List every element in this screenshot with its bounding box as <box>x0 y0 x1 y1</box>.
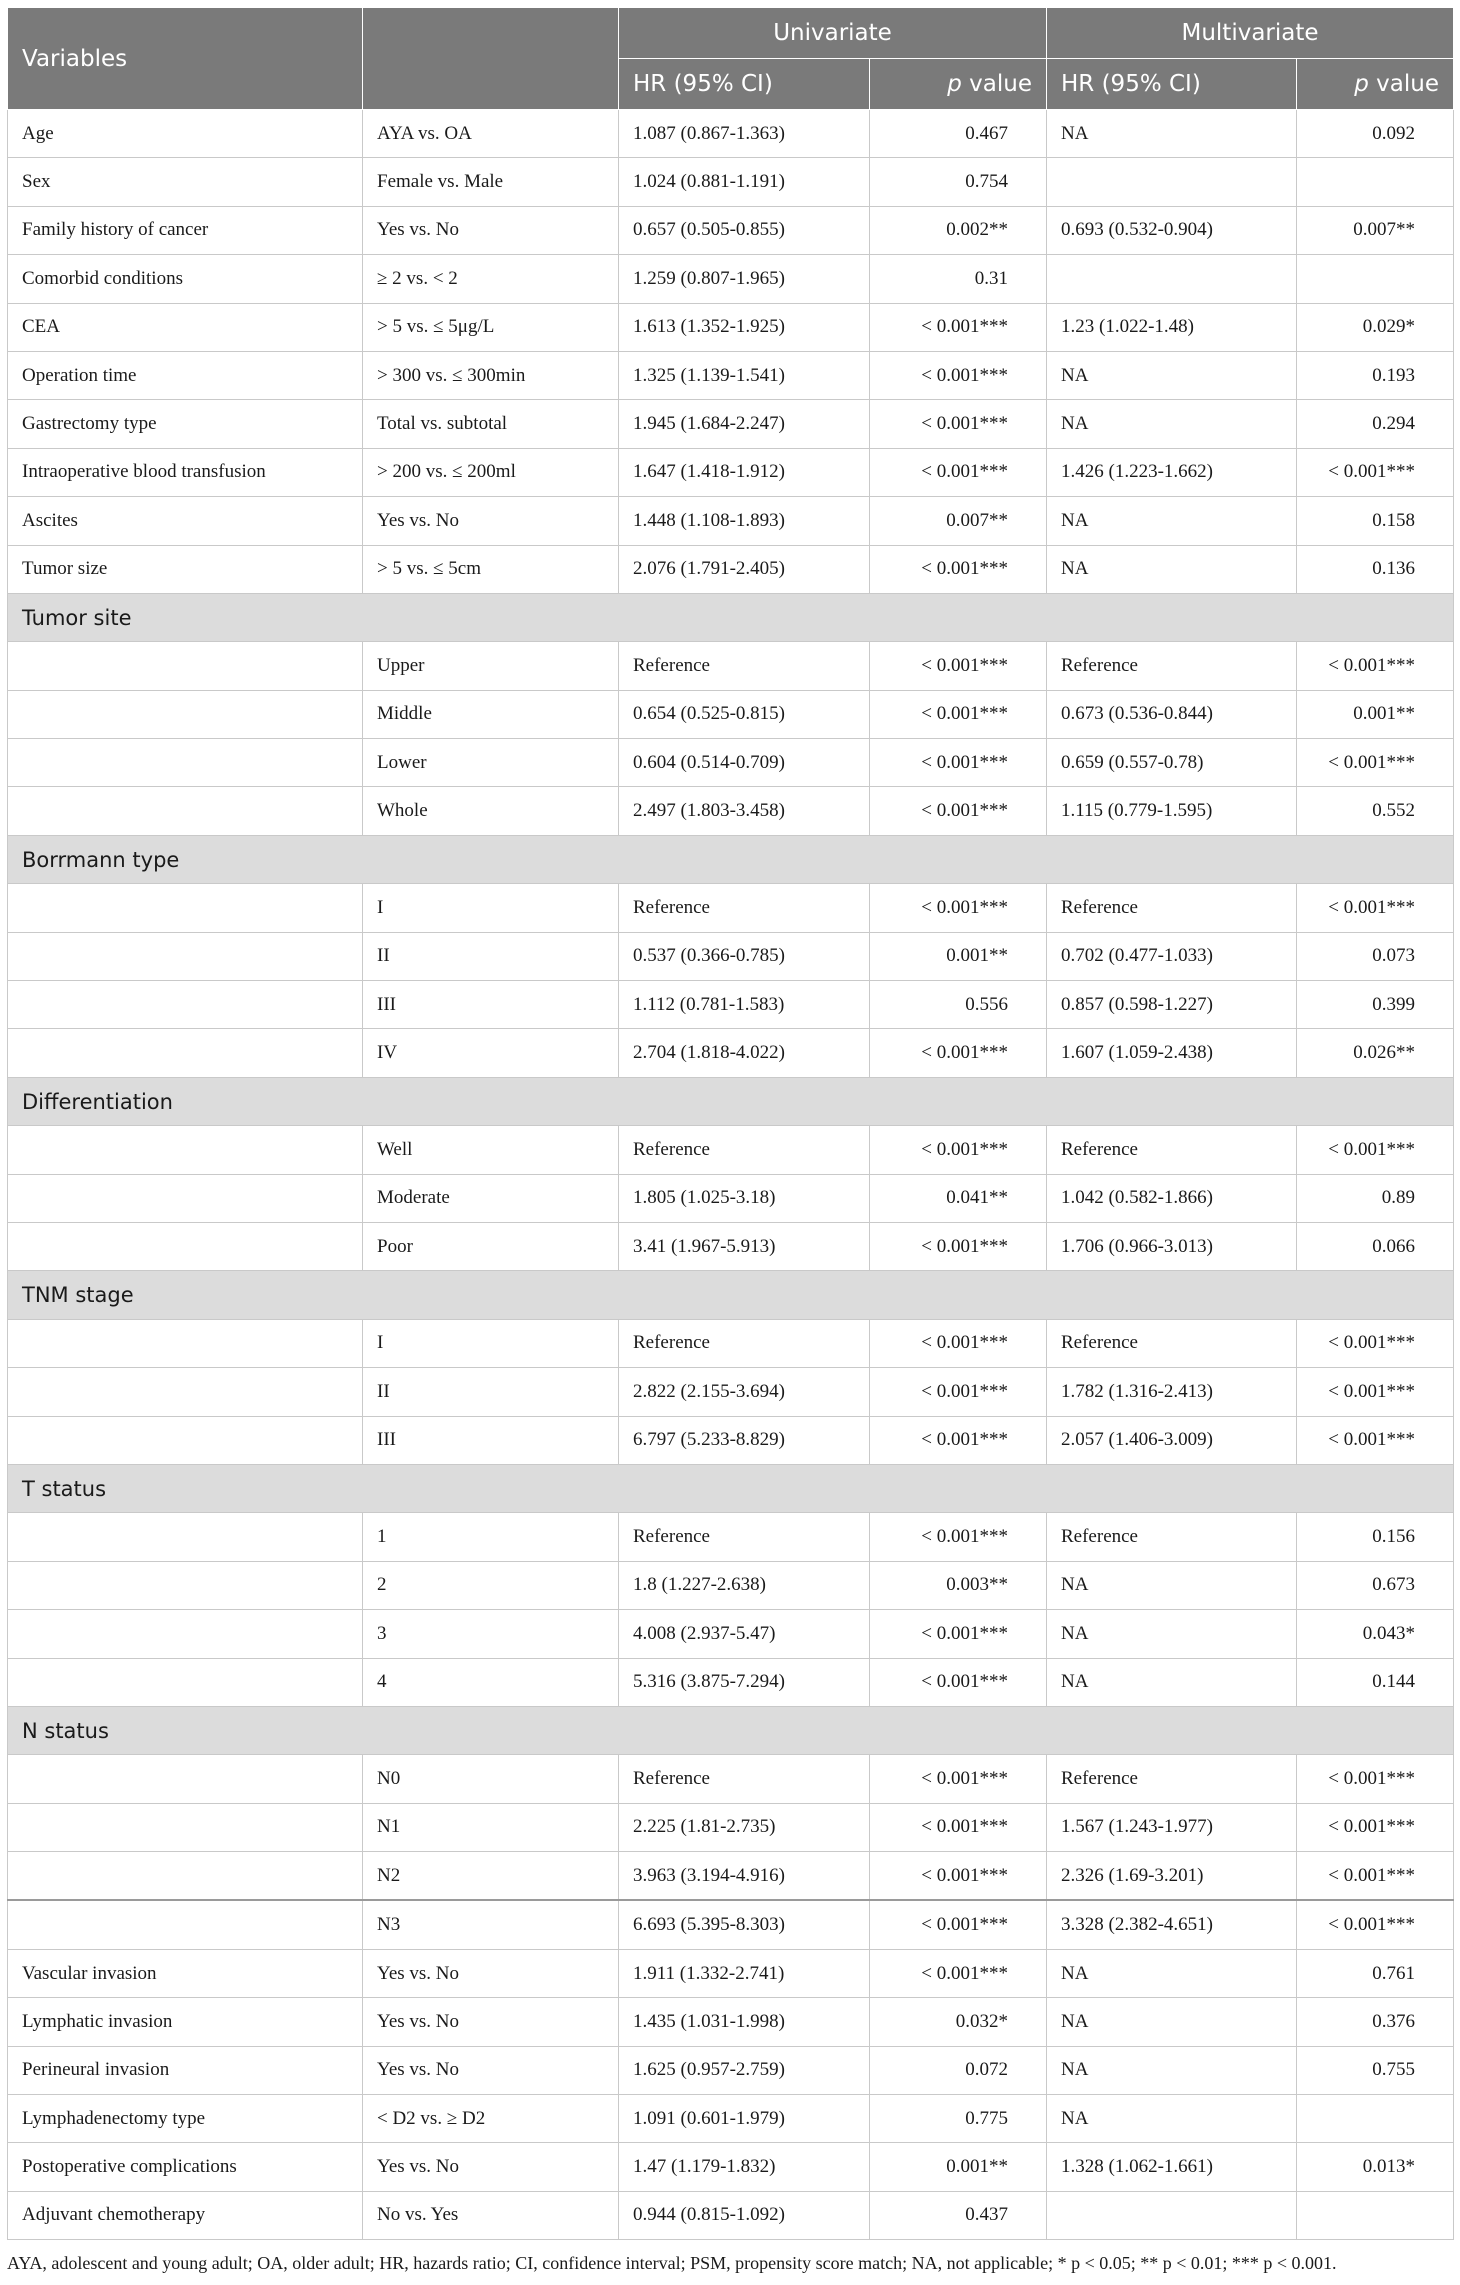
univariate-hr-cell: 0.657 (0.505-0.855) <box>619 206 870 254</box>
multivariate-hr-cell: 1.115 (0.779-1.595) <box>1047 787 1297 835</box>
univariate-hr-cell: Reference <box>619 1126 870 1174</box>
multivariate-hr-cell: 1.706 (0.966-3.013) <box>1047 1222 1297 1270</box>
univariate-p-cell: < 0.001*** <box>870 884 1047 932</box>
univariate-p-cell: < 0.001*** <box>870 690 1047 738</box>
univariate-p-cell: < 0.001*** <box>870 1319 1047 1367</box>
multivariate-hr-cell: 1.426 (1.223-1.662) <box>1047 448 1297 496</box>
multivariate-p-cell: 0.001** <box>1297 690 1454 738</box>
univariate-hr-cell: Reference <box>619 1513 870 1561</box>
univariate-hr-cell: Reference <box>619 1755 870 1803</box>
variable-cell: Operation time <box>8 351 363 399</box>
univariate-p-cell: < 0.001*** <box>870 1900 1047 1949</box>
multivariate-hr-cell: NA <box>1047 1658 1297 1706</box>
variable-cell <box>8 642 363 690</box>
section-row <box>8 1706 1454 1754</box>
comparison-cell: II <box>363 1368 619 1416</box>
multivariate-hr-cell: NA <box>1047 1561 1297 1609</box>
section-row <box>8 1271 1454 1319</box>
comparison-cell: Yes vs. No <box>363 206 619 254</box>
univariate-p-cell: < 0.001*** <box>870 1126 1047 1174</box>
section-row <box>8 593 1454 641</box>
section-label: Borrmann type <box>8 835 1454 883</box>
multivariate-hr-cell: NA <box>1047 400 1297 448</box>
comparison-cell: Middle <box>363 690 619 738</box>
table-footnote: AYA, adolescent and young adult; OA, older adult; HR, hazards ratio; CI, confidence interval; PSM, propensity score match; NA, not applicable; * p < 0.05; ** p < 0.01; *** p < 0.001. <box>7 2253 1337 2273</box>
table-row <box>8 1852 1454 1901</box>
variable-cell: CEA <box>8 303 363 351</box>
p-italic: p <box>947 71 962 97</box>
comparison-cell: Yes vs. No <box>363 2143 619 2191</box>
multivariate-p-cell: < 0.001*** <box>1297 1416 1454 1464</box>
variable-cell: Lymphatic invasion <box>8 1998 363 2046</box>
multivariate-p-cell: 0.007** <box>1297 206 1454 254</box>
univariate-hr-cell: Reference <box>619 642 870 690</box>
comparison-cell: III <box>363 1416 619 1464</box>
univariate-p-cell: < 0.001*** <box>870 642 1047 690</box>
table-row <box>8 351 1454 399</box>
comparison-cell: ≥ 2 vs. < 2 <box>363 255 619 303</box>
univariate-p-cell: 0.775 <box>870 2095 1047 2143</box>
univariate-p-cell: < 0.001*** <box>870 545 1047 593</box>
multivariate-p-cell: 0.013* <box>1297 2143 1454 2191</box>
table-row <box>8 303 1454 351</box>
variable-cell <box>8 884 363 932</box>
univariate-hr-cell: 1.647 (1.418-1.912) <box>619 448 870 496</box>
comparison-cell: Poor <box>363 1222 619 1270</box>
univariate-hr-cell: 0.537 (0.366-0.785) <box>619 932 870 980</box>
univariate-p-cell: < 0.001*** <box>870 351 1047 399</box>
univariate-p-cell: < 0.001*** <box>870 739 1047 787</box>
multivariate-hr-cell: 0.659 (0.557-0.78) <box>1047 739 1297 787</box>
multivariate-p-cell <box>1297 255 1454 303</box>
univariate-hr-cell: 1.435 (1.031-1.998) <box>619 1998 870 2046</box>
variable-cell: Lymphadenectomy type <box>8 2095 363 2143</box>
multivariate-hr-cell: NA <box>1047 1949 1297 1997</box>
table-row <box>8 1222 1454 1270</box>
multivariate-hr-cell: 0.702 (0.477-1.033) <box>1047 932 1297 980</box>
multivariate-hr-cell: NA <box>1047 497 1297 545</box>
univariate-hr-cell: 1.325 (1.139-1.541) <box>619 351 870 399</box>
table-row <box>8 1658 1454 1706</box>
multivariate-p-cell: 0.89 <box>1297 1174 1454 1222</box>
univariate-hr-cell: 2.076 (1.791-2.405) <box>619 545 870 593</box>
univariate-p-cell: 0.437 <box>870 2191 1047 2239</box>
table-row <box>8 1998 1454 2046</box>
comparison-cell: AYA vs. OA <box>363 110 619 158</box>
univariate-hr-cell: 1.911 (1.332-2.741) <box>619 1949 870 1997</box>
univariate-hr-cell: 2.822 (2.155-3.694) <box>619 1368 870 1416</box>
univariate-hr-cell: 1.024 (0.881-1.191) <box>619 158 870 206</box>
section-label: N status <box>8 1706 1454 1754</box>
variable-cell <box>8 1029 363 1077</box>
variable-cell <box>8 981 363 1029</box>
comparison-cell: III <box>363 981 619 1029</box>
univariate-hr-cell: 1.091 (0.601-1.979) <box>619 2095 870 2143</box>
univariate-p-cell: < 0.001*** <box>870 1368 1047 1416</box>
univariate-p-cell: 0.31 <box>870 255 1047 303</box>
multivariate-p-cell: 0.144 <box>1297 1658 1454 1706</box>
table-row <box>8 158 1454 206</box>
variable-cell <box>8 1852 363 1901</box>
variable-cell: Age <box>8 110 363 158</box>
univariate-p-cell: 0.003** <box>870 1561 1047 1609</box>
table-row <box>8 2143 1454 2191</box>
multivariate-p-cell <box>1297 2191 1454 2239</box>
univariate-p-cell: < 0.001*** <box>870 400 1047 448</box>
multivariate-p-cell: 0.673 <box>1297 1561 1454 1609</box>
section-label: T status <box>8 1464 1454 1512</box>
header-multi-p <box>1297 59 1454 110</box>
comparison-cell: 3 <box>363 1610 619 1658</box>
table-row <box>8 1319 1454 1367</box>
comparison-cell: N0 <box>363 1755 619 1803</box>
univariate-hr-cell: 1.945 (1.684-2.247) <box>619 400 870 448</box>
table-row <box>8 206 1454 254</box>
variable-cell: Adjuvant chemotherapy <box>8 2191 363 2239</box>
comparison-cell: No vs. Yes <box>363 2191 619 2239</box>
variable-cell <box>8 1416 363 1464</box>
variable-cell: Intraoperative blood transfusion <box>8 448 363 496</box>
multivariate-hr-cell: NA <box>1047 2095 1297 2143</box>
table-row <box>8 739 1454 787</box>
multivariate-p-cell: < 0.001*** <box>1297 1368 1454 1416</box>
multivariate-p-cell: < 0.001*** <box>1297 1319 1454 1367</box>
univariate-p-cell: < 0.001*** <box>870 1029 1047 1077</box>
multivariate-p-cell: 0.073 <box>1297 932 1454 980</box>
table-row <box>8 981 1454 1029</box>
multivariate-p-cell <box>1297 158 1454 206</box>
univariate-hr-cell: 2.704 (1.818-4.022) <box>619 1029 870 1077</box>
variable-cell <box>8 1513 363 1561</box>
comparison-cell: Yes vs. No <box>363 2046 619 2094</box>
comparison-cell: 2 <box>363 1561 619 1609</box>
multivariate-hr-cell: 2.326 (1.69-3.201) <box>1047 1852 1297 1901</box>
multivariate-p-cell: 0.399 <box>1297 981 1454 1029</box>
multivariate-p-cell: < 0.001*** <box>1297 884 1454 932</box>
univariate-p-cell: 0.754 <box>870 158 1047 206</box>
comparison-cell: Moderate <box>363 1174 619 1222</box>
comparison-cell: 1 <box>363 1513 619 1561</box>
multivariate-p-cell: < 0.001*** <box>1297 1126 1454 1174</box>
multivariate-hr-cell: 2.057 (1.406-3.009) <box>1047 1416 1297 1464</box>
univariate-hr-cell: 1.47 (1.179-1.832) <box>619 2143 870 2191</box>
table-row <box>8 1755 1454 1803</box>
table-row <box>8 1174 1454 1222</box>
multivariate-p-cell: 0.136 <box>1297 545 1454 593</box>
univariate-p-cell: < 0.001*** <box>870 1416 1047 1464</box>
table-row <box>8 1368 1454 1416</box>
comparison-cell: Yes vs. No <box>363 1998 619 2046</box>
table-row <box>8 1610 1454 1658</box>
table-row <box>8 2191 1454 2239</box>
header-univariate: Univariate <box>619 8 1047 59</box>
univariate-p-cell: < 0.001*** <box>870 1803 1047 1851</box>
section-label: TNM stage <box>8 1271 1454 1319</box>
table-row <box>8 1803 1454 1851</box>
table-row <box>8 1561 1454 1609</box>
multivariate-hr-cell: NA <box>1047 2046 1297 2094</box>
univariate-p-cell: < 0.001*** <box>870 787 1047 835</box>
multivariate-p-cell: 0.552 <box>1297 787 1454 835</box>
univariate-p-cell: 0.072 <box>870 2046 1047 2094</box>
table-row <box>8 1900 1454 1949</box>
table-row <box>8 1029 1454 1077</box>
variable-cell <box>8 739 363 787</box>
variable-cell <box>8 1900 363 1949</box>
multivariate-hr-cell <box>1047 2191 1297 2239</box>
variable-cell <box>8 1126 363 1174</box>
univariate-hr-cell: 2.497 (1.803-3.458) <box>619 787 870 835</box>
variable-cell <box>8 1803 363 1851</box>
multivariate-p-cell: 0.376 <box>1297 1998 1454 2046</box>
comparison-cell: II <box>363 932 619 980</box>
univariate-p-cell: < 0.001*** <box>870 1222 1047 1270</box>
univariate-p-cell: < 0.001*** <box>870 1949 1047 1997</box>
table-row <box>8 1513 1454 1561</box>
header-uni-p <box>870 59 1047 110</box>
univariate-hr-cell: 1.448 (1.108-1.893) <box>619 497 870 545</box>
comparison-cell: N3 <box>363 1900 619 1949</box>
header-multi-hr: HR (95% CI) <box>1047 59 1297 110</box>
p-value-label: value <box>1368 71 1440 97</box>
section-row <box>8 1077 1454 1125</box>
comparison-cell: IV <box>363 1029 619 1077</box>
variable-cell <box>8 787 363 835</box>
univariate-p-cell: < 0.001*** <box>870 303 1047 351</box>
comparison-cell: Female vs. Male <box>363 158 619 206</box>
variable-cell: Perineural invasion <box>8 2046 363 2094</box>
multivariate-p-cell: 0.294 <box>1297 400 1454 448</box>
regression-table <box>7 7 1454 2240</box>
variable-cell: Ascites <box>8 497 363 545</box>
variable-cell <box>8 1222 363 1270</box>
multivariate-hr-cell: Reference <box>1047 642 1297 690</box>
multivariate-hr-cell: Reference <box>1047 1126 1297 1174</box>
multivariate-hr-cell: 1.607 (1.059-2.438) <box>1047 1029 1297 1077</box>
variable-cell: Vascular invasion <box>8 1949 363 1997</box>
multivariate-hr-cell: NA <box>1047 1610 1297 1658</box>
multivariate-p-cell: 0.066 <box>1297 1222 1454 1270</box>
header-variables: Variables <box>8 8 363 110</box>
variable-cell: Comorbid conditions <box>8 255 363 303</box>
univariate-hr-cell: 1.8 (1.227-2.638) <box>619 1561 870 1609</box>
header-comparison-blank <box>363 8 619 110</box>
univariate-p-cell: < 0.001*** <box>870 1755 1047 1803</box>
table-row <box>8 400 1454 448</box>
p-italic: p <box>1354 71 1369 97</box>
univariate-hr-cell: 4.008 (2.937-5.47) <box>619 1610 870 1658</box>
comparison-cell: Yes vs. No <box>363 497 619 545</box>
univariate-p-cell: < 0.001*** <box>870 1513 1047 1561</box>
multivariate-hr-cell: Reference <box>1047 1755 1297 1803</box>
table-row <box>8 1416 1454 1464</box>
variable-cell <box>8 1610 363 1658</box>
variable-cell <box>8 932 363 980</box>
univariate-p-cell: 0.556 <box>870 981 1047 1029</box>
univariate-hr-cell: 0.654 (0.525-0.815) <box>619 690 870 738</box>
multivariate-p-cell: 0.158 <box>1297 497 1454 545</box>
univariate-hr-cell: 0.604 (0.514-0.709) <box>619 739 870 787</box>
multivariate-p-cell: < 0.001*** <box>1297 1852 1454 1901</box>
table-row <box>8 932 1454 980</box>
multivariate-p-cell: 0.043* <box>1297 1610 1454 1658</box>
multivariate-hr-cell: 1.042 (0.582-1.866) <box>1047 1174 1297 1222</box>
multivariate-hr-cell: NA <box>1047 351 1297 399</box>
table-body <box>8 110 1454 2240</box>
univariate-hr-cell: 1.112 (0.781-1.583) <box>619 981 870 1029</box>
multivariate-p-cell: 0.193 <box>1297 351 1454 399</box>
univariate-p-cell: 0.001** <box>870 932 1047 980</box>
univariate-p-cell: < 0.001*** <box>870 1610 1047 1658</box>
multivariate-hr-cell: 0.857 (0.598-1.227) <box>1047 981 1297 1029</box>
multivariate-p-cell: < 0.001*** <box>1297 1803 1454 1851</box>
univariate-p-cell: < 0.001*** <box>870 1852 1047 1901</box>
table-row <box>8 787 1454 835</box>
multivariate-hr-cell: 1.782 (1.316-2.413) <box>1047 1368 1297 1416</box>
comparison-cell: 4 <box>363 1658 619 1706</box>
multivariate-hr-cell: 1.328 (1.062-1.661) <box>1047 2143 1297 2191</box>
multivariate-hr-cell <box>1047 158 1297 206</box>
variable-cell <box>8 1174 363 1222</box>
univariate-hr-cell: 3.41 (1.967-5.913) <box>619 1222 870 1270</box>
comparison-cell: Well <box>363 1126 619 1174</box>
variable-cell <box>8 1755 363 1803</box>
univariate-hr-cell: Reference <box>619 884 870 932</box>
comparison-cell: N2 <box>363 1852 619 1901</box>
comparison-cell: Yes vs. No <box>363 1949 619 1997</box>
table-row <box>8 1126 1454 1174</box>
univariate-hr-cell: 1.625 (0.957-2.759) <box>619 2046 870 2094</box>
univariate-p-cell: 0.002** <box>870 206 1047 254</box>
table-row <box>8 545 1454 593</box>
multivariate-p-cell: < 0.001*** <box>1297 739 1454 787</box>
multivariate-p-cell: 0.026** <box>1297 1029 1454 1077</box>
univariate-hr-cell: 3.963 (3.194-4.916) <box>619 1852 870 1901</box>
table-row <box>8 497 1454 545</box>
univariate-p-cell: 0.467 <box>870 110 1047 158</box>
table-row <box>8 2095 1454 2143</box>
multivariate-p-cell <box>1297 2095 1454 2143</box>
univariate-hr-cell: 5.316 (3.875-7.294) <box>619 1658 870 1706</box>
univariate-hr-cell: 1.613 (1.352-1.925) <box>619 303 870 351</box>
multivariate-p-cell: < 0.001*** <box>1297 1755 1454 1803</box>
multivariate-hr-cell: 0.693 (0.532-0.904) <box>1047 206 1297 254</box>
univariate-hr-cell: 1.087 (0.867-1.363) <box>619 110 870 158</box>
multivariate-hr-cell: Reference <box>1047 884 1297 932</box>
univariate-hr-cell: 1.259 (0.807-1.965) <box>619 255 870 303</box>
table-row <box>8 448 1454 496</box>
section-label: Tumor site <box>8 593 1454 641</box>
multivariate-hr-cell: 3.328 (2.382-4.651) <box>1047 1900 1297 1949</box>
variable-cell: Tumor size <box>8 545 363 593</box>
univariate-p-cell: 0.041** <box>870 1174 1047 1222</box>
multivariate-hr-cell <box>1047 255 1297 303</box>
variable-cell: Sex <box>8 158 363 206</box>
multivariate-p-cell: 0.761 <box>1297 1949 1454 1997</box>
variable-cell <box>8 1658 363 1706</box>
multivariate-p-cell: 0.029* <box>1297 303 1454 351</box>
multivariate-p-cell: < 0.001*** <box>1297 642 1454 690</box>
multivariate-hr-cell: 1.23 (1.022-1.48) <box>1047 303 1297 351</box>
univariate-hr-cell: 1.805 (1.025-3.18) <box>619 1174 870 1222</box>
univariate-hr-cell: 0.944 (0.815-1.092) <box>619 2191 870 2239</box>
univariate-p-cell: < 0.001*** <box>870 448 1047 496</box>
section-label: Differentiation <box>8 1077 1454 1125</box>
table-row <box>8 884 1454 932</box>
variable-cell: Gastrectomy type <box>8 400 363 448</box>
header-uni-hr: HR (95% CI) <box>619 59 870 110</box>
comparison-cell: > 200 vs. ≤ 200ml <box>363 448 619 496</box>
multivariate-p-cell: 0.092 <box>1297 110 1454 158</box>
multivariate-hr-cell: NA <box>1047 545 1297 593</box>
variable-cell: Family history of cancer <box>8 206 363 254</box>
univariate-hr-cell: 6.797 (5.233-8.829) <box>619 1416 870 1464</box>
variable-cell <box>8 1319 363 1367</box>
univariate-hr-cell: 2.225 (1.81-2.735) <box>619 1803 870 1851</box>
table-row <box>8 690 1454 738</box>
multivariate-p-cell: < 0.001*** <box>1297 1900 1454 1949</box>
variable-cell <box>8 690 363 738</box>
comparison-cell: < D2 vs. ≥ D2 <box>363 2095 619 2143</box>
table-row <box>8 642 1454 690</box>
section-row <box>8 835 1454 883</box>
table-row <box>8 2046 1454 2094</box>
multivariate-p-cell: 0.755 <box>1297 2046 1454 2094</box>
univariate-p-cell: 0.007** <box>870 497 1047 545</box>
multivariate-hr-cell: Reference <box>1047 1319 1297 1367</box>
header-multivariate: Multivariate <box>1047 8 1454 59</box>
table-row <box>8 1949 1454 1997</box>
variable-cell <box>8 1561 363 1609</box>
comparison-cell: Whole <box>363 787 619 835</box>
comparison-cell: Lower <box>363 739 619 787</box>
comparison-cell: Upper <box>363 642 619 690</box>
univariate-p-cell: 0.001** <box>870 2143 1047 2191</box>
p-value-label: value <box>961 71 1032 97</box>
variable-cell <box>8 1368 363 1416</box>
multivariate-hr-cell: NA <box>1047 110 1297 158</box>
univariate-p-cell: < 0.001*** <box>870 1658 1047 1706</box>
section-row <box>8 1464 1454 1512</box>
univariate-hr-cell: 6.693 (5.395-8.303) <box>619 1900 870 1949</box>
univariate-hr-cell: Reference <box>619 1319 870 1367</box>
univariate-p-cell: 0.032* <box>870 1998 1047 2046</box>
comparison-cell: I <box>363 884 619 932</box>
comparison-cell: > 5 vs. ≤ 5cm <box>363 545 619 593</box>
comparison-cell: > 300 vs. ≤ 300min <box>363 351 619 399</box>
table-row <box>8 255 1454 303</box>
comparison-cell: > 5 vs. ≤ 5μg/L <box>363 303 619 351</box>
multivariate-p-cell: 0.156 <box>1297 1513 1454 1561</box>
multivariate-hr-cell: NA <box>1047 1998 1297 2046</box>
comparison-cell: I <box>363 1319 619 1367</box>
table-header <box>8 8 1454 110</box>
multivariate-hr-cell: 0.673 (0.536-0.844) <box>1047 690 1297 738</box>
multivariate-hr-cell: 1.567 (1.243-1.977) <box>1047 1803 1297 1851</box>
comparison-cell: Total vs. subtotal <box>363 400 619 448</box>
multivariate-hr-cell: Reference <box>1047 1513 1297 1561</box>
table-row <box>8 110 1454 158</box>
variable-cell: Postoperative complications <box>8 2143 363 2191</box>
multivariate-p-cell: < 0.001*** <box>1297 448 1454 496</box>
comparison-cell: N1 <box>363 1803 619 1851</box>
